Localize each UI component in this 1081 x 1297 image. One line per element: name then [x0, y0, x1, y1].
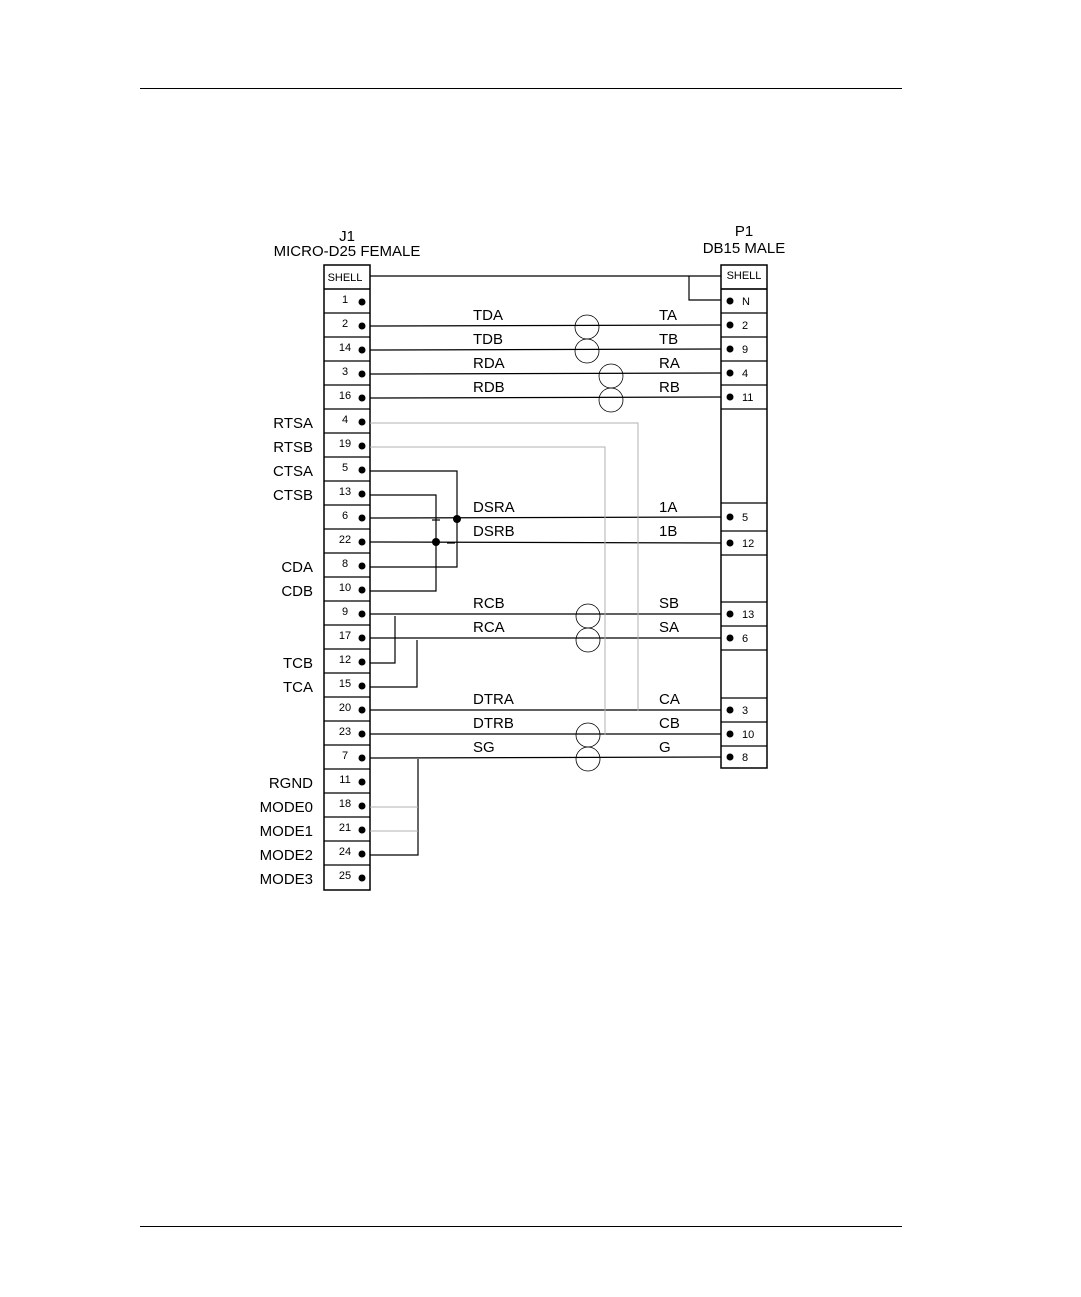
- twist-marker-rda-rdb: [599, 388, 623, 412]
- wire-label-right: SA: [659, 619, 680, 636]
- j1-type: MICRO-D25 FEMALE: [273, 243, 421, 260]
- j1-pin-contact: [359, 875, 366, 882]
- wire-label-left: DTRA: [473, 691, 514, 708]
- j1-pin-number: 10: [338, 582, 352, 594]
- wire-label-right: 1B: [659, 523, 678, 540]
- p1-pin-number: 6: [742, 633, 749, 645]
- j1-pin-contact: [359, 611, 366, 618]
- p1-pin-number: 9: [742, 344, 749, 356]
- wire-label-left: RDB: [473, 379, 505, 396]
- wire-label-right: G: [659, 739, 671, 756]
- signal-wire: [370, 373, 721, 374]
- loopback-wiring: [370, 471, 461, 855]
- jumper-cts-a-cd-a: [370, 471, 457, 567]
- shell-wire: [370, 276, 721, 300]
- wire-label-right: CB: [659, 715, 680, 732]
- p1-pin-number: 3: [742, 705, 749, 717]
- j1-signal-label: MODE2: [259, 847, 313, 864]
- wire-label-left: DSRB: [473, 523, 515, 540]
- j1-pin-contact: [359, 683, 366, 690]
- j1-ref: J1: [339, 228, 355, 245]
- j1-pin-number: 6: [341, 510, 349, 522]
- signal-wire: [370, 757, 721, 758]
- p1-pin-contact: [727, 394, 734, 401]
- jumper-cts-b-cd-b: [370, 495, 436, 591]
- j1-pin-contact: [359, 587, 366, 594]
- j1-pin-number: 25: [338, 870, 352, 882]
- j1-pin-contact: [359, 419, 366, 426]
- wire-label-left: RDA: [473, 355, 505, 372]
- j1-pin-number: 9: [341, 606, 349, 618]
- j1-pin-contact: [359, 467, 366, 474]
- signal-wire: [370, 349, 721, 350]
- j1-signal-label: TCB: [283, 655, 313, 672]
- wire-label-left: SG: [473, 739, 495, 756]
- j1-pin-number: 16: [338, 390, 352, 402]
- p1-pin-contact: [727, 611, 734, 618]
- j1-signal-label: RTSA: [273, 415, 313, 432]
- p1-pin-contact: [727, 731, 734, 738]
- j1-signal-label: CTSB: [272, 487, 313, 504]
- j1-pin-contact: [359, 299, 366, 306]
- p1-type: DB15 MALE: [702, 240, 786, 257]
- j1-pin-contact: [359, 515, 366, 522]
- j1-pin-number: 12: [338, 654, 352, 666]
- wire-label-left: DSRA: [473, 499, 515, 516]
- signal-wire: [370, 542, 721, 543]
- twist-marker-dtrb-sg: [576, 747, 600, 771]
- j1-signal-label: RTSB: [273, 439, 313, 456]
- j1-pin-contact: [359, 491, 366, 498]
- j1-signal-label: TCA: [283, 679, 313, 696]
- signal-wire: [370, 517, 721, 518]
- wire-label-right: SB: [659, 595, 680, 612]
- wire-label-right: TA: [659, 307, 678, 324]
- wire-label-right: CA: [659, 691, 680, 708]
- j1-pin-contact: [359, 827, 366, 834]
- j1-signal-label: CDA: [281, 559, 313, 576]
- j1-signal-label: MODE0: [259, 799, 313, 816]
- p1-pin-number: 10: [742, 729, 755, 741]
- j1-pin-number: 4: [341, 414, 349, 426]
- p1-pin-contact: [727, 346, 734, 353]
- j1-pin-contact: [359, 731, 366, 738]
- j1-pin-contact: [359, 323, 366, 330]
- signal-wire: [370, 397, 721, 398]
- j1-pin-number: 20: [338, 702, 352, 714]
- p1-pin-contact: [727, 754, 734, 761]
- j1-pin-number: 8: [341, 558, 349, 570]
- p1-connector: [721, 265, 767, 768]
- j1-pin-number: 5: [341, 462, 349, 474]
- wire-label-left: RCA: [473, 619, 505, 636]
- j1-signal-label: CDB: [281, 583, 313, 600]
- signal-wire: [370, 325, 721, 326]
- wire-label-right: TB: [659, 331, 679, 348]
- p1-pin-number: 11: [742, 392, 754, 404]
- p1-pin-number: N: [742, 296, 750, 308]
- j1-signal-label: MODE3: [259, 871, 313, 888]
- wire-label-right: RA: [659, 355, 680, 372]
- j1-pin-contact: [359, 851, 366, 858]
- p1-shell-label: SHELL: [726, 270, 762, 282]
- p1-pin-number: 4: [742, 368, 749, 380]
- j1-pin-contact: [359, 755, 366, 762]
- wire-label-left: RCB: [473, 595, 505, 612]
- p1-pin-number: 12: [742, 538, 755, 550]
- j1-pin-number: 2: [341, 318, 349, 330]
- p1-pin-contact: [727, 707, 734, 714]
- p1-pin-contact: [727, 298, 734, 305]
- j1-pin-number: 17: [338, 630, 352, 642]
- twist-marker-rda-rdb: [599, 364, 623, 388]
- j1-pin-contact: [359, 395, 366, 402]
- wire-label-right: 1A: [659, 499, 678, 516]
- j1-pin-contact: [359, 635, 366, 642]
- twist-marker-rcb-rca: [576, 628, 600, 652]
- j1-pin-contact: [359, 779, 366, 786]
- twist-marker-dtrb-sg: [576, 723, 600, 747]
- wire-label-left: TDB: [473, 331, 503, 348]
- p1-pin-contact: [727, 635, 734, 642]
- twist-marker-tda-tdb: [575, 339, 599, 363]
- twist-marker-tda-tdb: [575, 315, 599, 339]
- j1-pin-number: 11: [339, 774, 351, 786]
- j1-pin-number: 1: [341, 294, 349, 306]
- p1-pin-number: 13: [742, 609, 755, 621]
- j1-pin-number: 24: [338, 846, 352, 858]
- j1-pin-number: 14: [338, 342, 352, 354]
- p1-pin-contact: [727, 514, 734, 521]
- j1-pin-number: 18: [338, 798, 352, 810]
- j1-pin-contact: [359, 347, 366, 354]
- j1-pin-contact: [359, 707, 366, 714]
- j1-pin-number: 23: [338, 726, 352, 738]
- j1-pin-number: 3: [341, 366, 349, 378]
- j1-pin-contact: [359, 803, 366, 810]
- j1-signal-label: MODE1: [259, 823, 313, 840]
- j1-pin-contact: [359, 443, 366, 450]
- twist-marker-rcb-rca: [576, 604, 600, 628]
- j1-pin-number: 13: [338, 486, 352, 498]
- j1-pin-contact: [359, 659, 366, 666]
- jumper-rcb-tcb: [370, 616, 395, 663]
- p1-pin-contact: [727, 540, 734, 547]
- p1-ref: P1: [734, 223, 754, 240]
- j1-pin-contact: [359, 539, 366, 546]
- j1-pin-number: 22: [338, 534, 352, 546]
- p1-pin-contact: [727, 370, 734, 377]
- j1-signal-label: RGND: [268, 775, 313, 792]
- j1-signal-label: CTSA: [272, 463, 313, 480]
- j1-pin-number: 19: [338, 438, 352, 450]
- p1-pin-number: 8: [742, 752, 749, 764]
- j1-connector: [324, 265, 370, 890]
- j1-pin-number: 15: [338, 678, 352, 690]
- j1-pin-contact: [359, 563, 366, 570]
- j1-shell-label: SHELL: [327, 272, 363, 284]
- wire-label-left: TDA: [473, 307, 503, 324]
- j1-pin-contact: [359, 371, 366, 378]
- p1-pin-number: 5: [742, 512, 749, 524]
- wire-label-right: RB: [659, 379, 680, 396]
- p1-pin-contact: [727, 322, 734, 329]
- j1-pin-number: 21: [338, 822, 352, 834]
- wire-label-left: DTRB: [473, 715, 514, 732]
- p1-pin-number: 2: [742, 320, 749, 332]
- j1-pin-number: 7: [341, 750, 349, 762]
